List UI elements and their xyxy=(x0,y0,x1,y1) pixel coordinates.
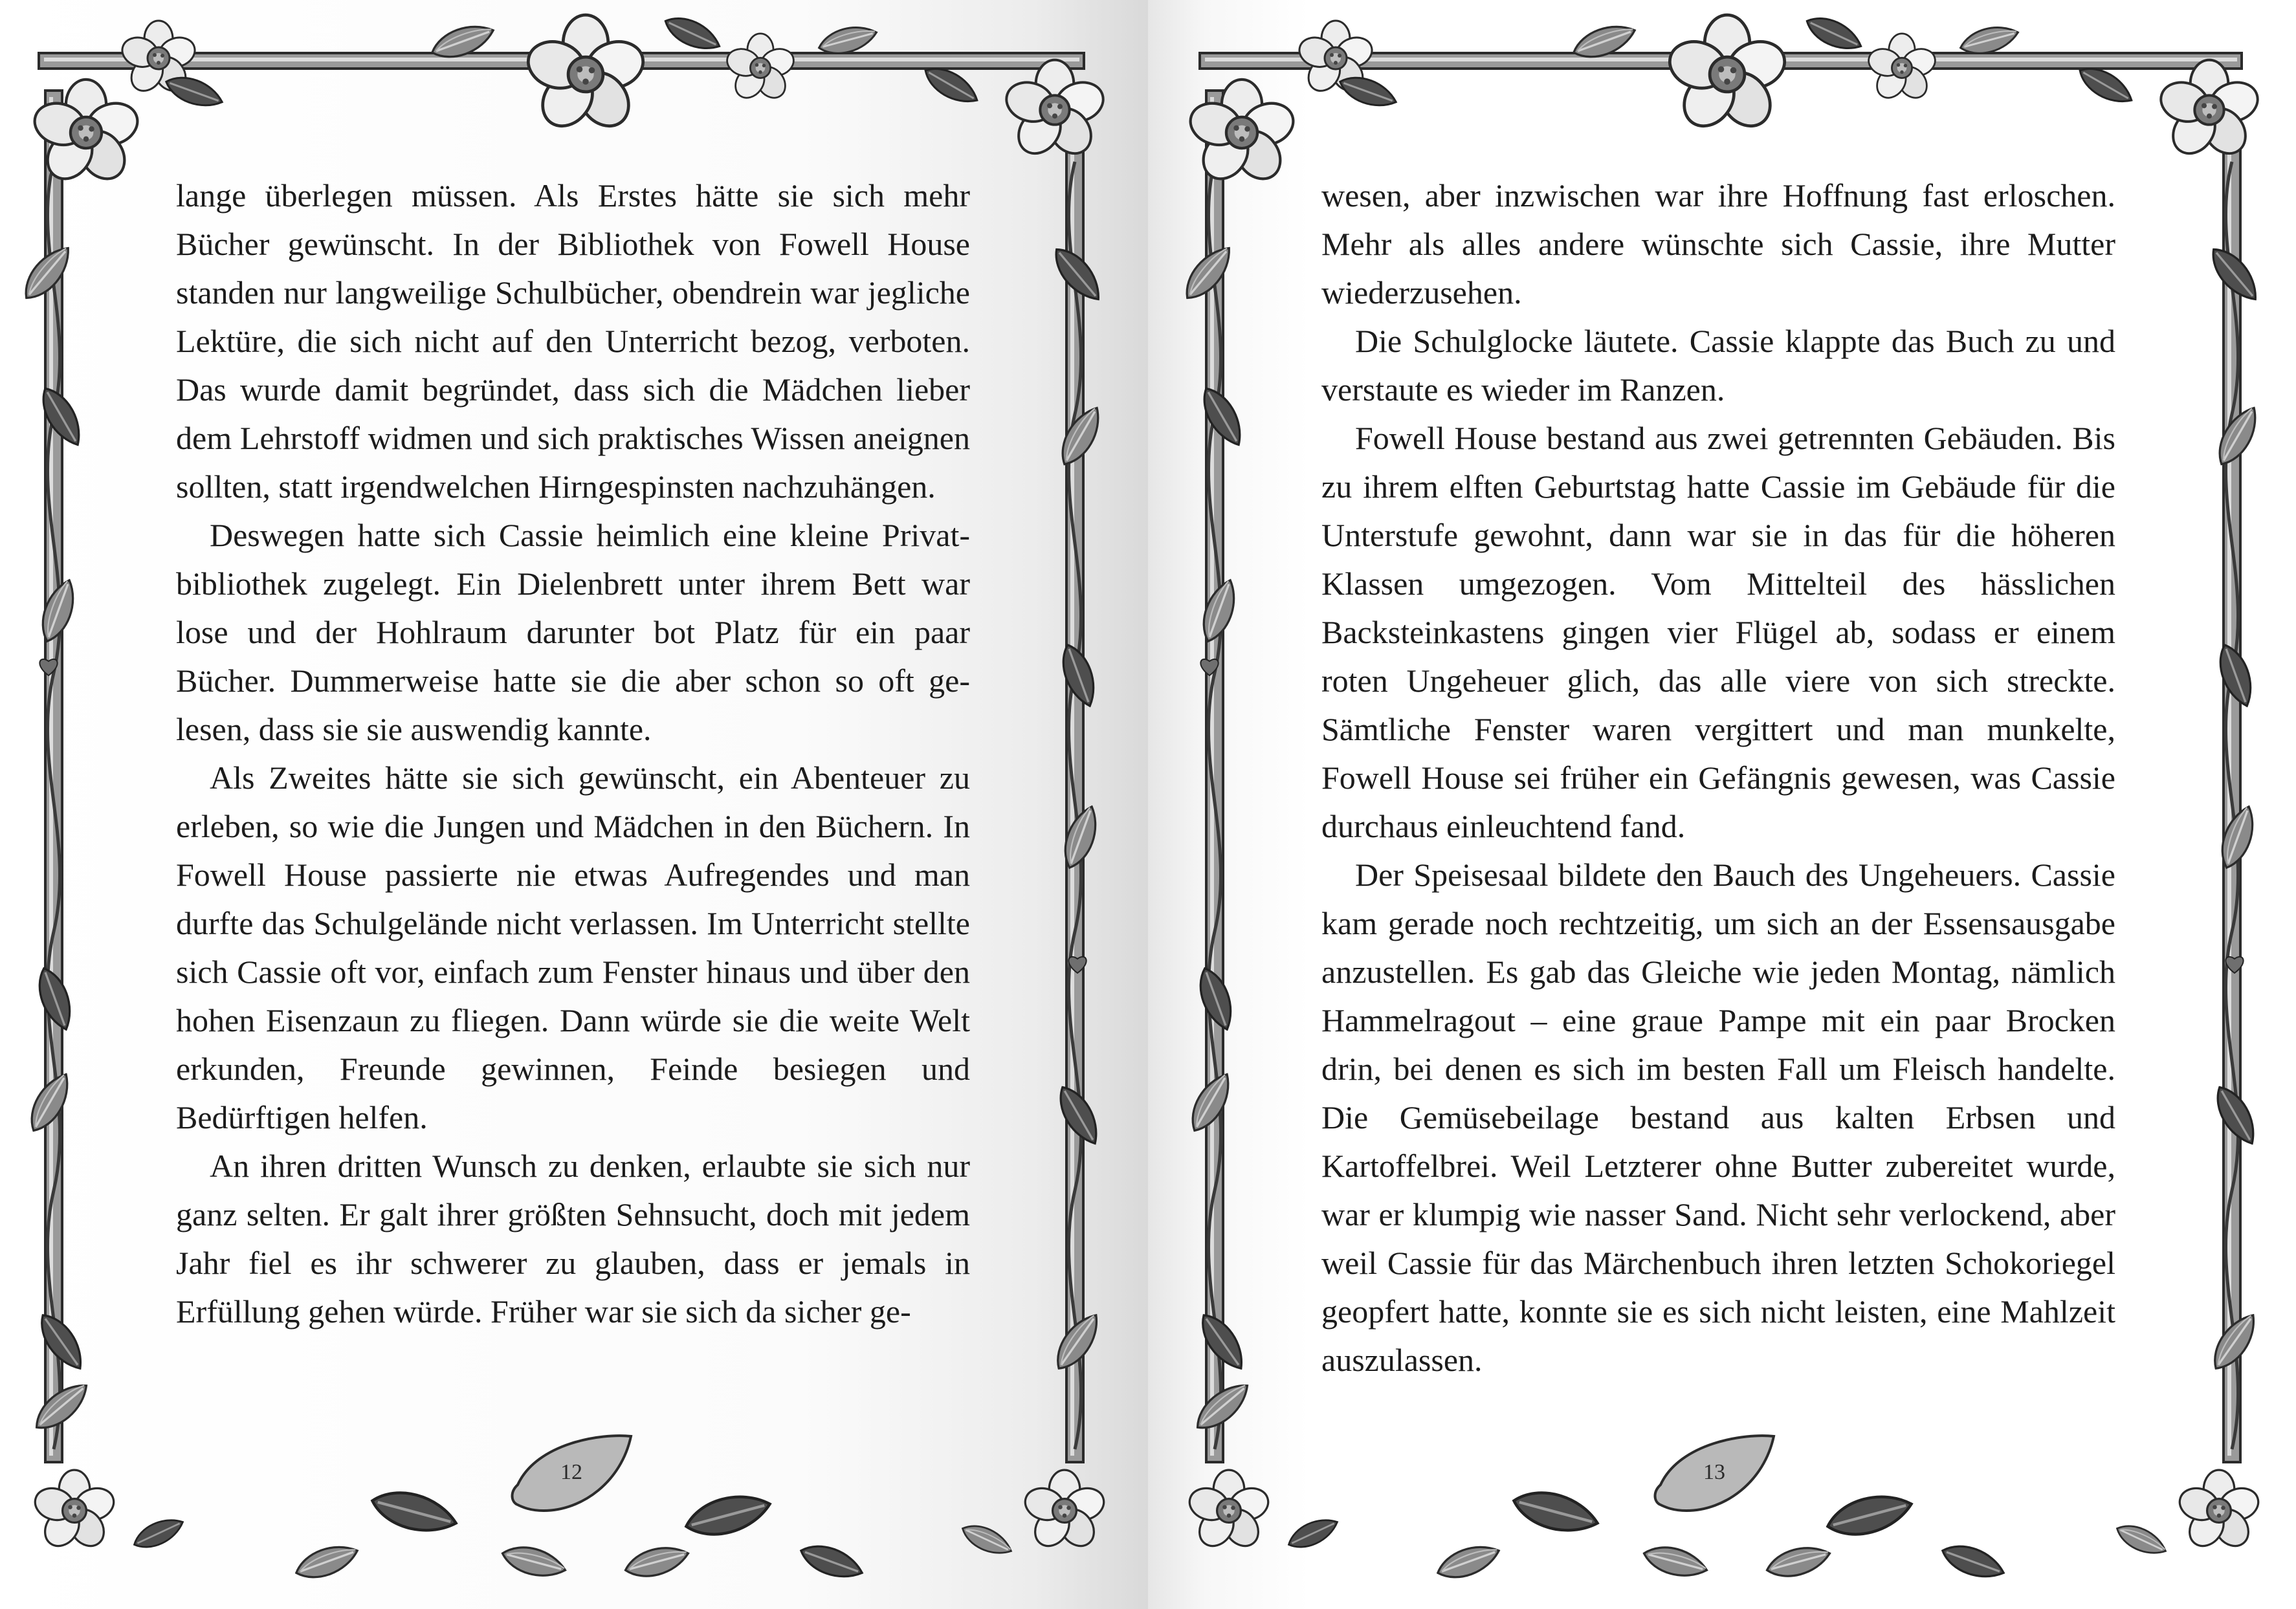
paragraph: Der Speisesaal bildete den Bauch des Ungeheuers. Cassie kam gerade noch rechtzeitig, um sich an der Essensausgabe anzustellen. Es gab das Gleiche wie jeden Montag, nämlich Hammelragout – eine graue Pampe mit ein paar Brocken drin, bei denen es sich im besten Fall um Fleisch handelte. Die Gemüsebeilage bestand aus kalten Erbsen und Kartoffelbrei. Weil Letzterer ohne Butter zubereitet wurde, war er klumpig wie nasser Sand. Nicht sehr verlockend, aber weil Cassie für das Märchenbuch ihren letzten Schokoriegel geopfert hatte, konnte sie es sich nicht leisten, eine Mahlzeit auszulassen. xyxy=(1321,857,2115,1378)
page-number: 13 xyxy=(1703,1460,1725,1484)
page-number: 12 xyxy=(560,1460,582,1484)
right-page xyxy=(1148,0,2296,1609)
page-text xyxy=(1321,171,2115,1385)
paragraph: Deswegen hatte sich Cassie heimlich eine kleine Privatbibliothek zugelegt. Ein Dielenbrett unter ihrem Bett war lose und der Hohlraum darunter bot Platz für ein paar Bücher. Dummerweise hatte sie die aber schon so oft gelesen, dass sie sie auswendig kannte. xyxy=(176,517,970,747)
paragraph: Als Zweites hätte sie sich gewünscht, ein Abenteuer zu erleben, so wie die Jungen und Mädchen in den Büchern. In Fowell House passierte nie etwas Aufregendes und man durfte das Schulgelände nicht verlassen. Im Unterricht stellte sich Cassie oft vor, einfach zum Fenster hinaus und über den hohen Eisenzaun zu fliegen. Dann würde sie die weite Welt erkunden, Freunde gewinnen, Feinde besiegen und Bedürftigen helfen. xyxy=(176,760,970,1135)
paragraph: Die Schulglocke läutete. Cassie klappte das Buch zu und verstaute es wieder im Ranzen. xyxy=(1321,323,2115,408)
paragraph: lange überlegen müssen. Als Erstes hätte sie sich mehr Bücher gewünscht. In der Bibliothek von Fowell House standen nur langweilige Schulbücher, obendrein war jegliche Lektüre, die sich nicht auf den Unterricht bezog, verboten. Das wurde damit begründet, dass sich die Mädchen lieber dem Lehrstoff widmen und sich praktisches Wissen aneignen sollten, statt irgendwelchen Hirngespinsten nachzuhängen. xyxy=(176,177,970,505)
flower-icon xyxy=(1185,10,2262,188)
paragraph: wesen, aber inzwischen war ihre Hoffnung fast erloschen. Mehr als alles andere wünschte sich Cassie, ihre Mutter wiederzusehen. xyxy=(1321,177,2115,311)
paragraph: Fowell House bestand aus zwei getrennten Gebäuden. Bis zu ihrem elften Geburtstag hatte Cassie im Gebäude für die Unterstufe gewohnt, dann war sie in das für die höheren Klassen umgezogen. Vom Mittelteil des hässlichen Backsteinkastens gingen vier Flügel ab, sodass er einem roten Ungeheuer glich, das alle viere von sich streckte. Sämtliche Fenster waren vergittert und man munkelte, Fowell House sei früher ein Gefängnis gewesen, was Cassie durchaus einleuchtend fand. xyxy=(1321,420,2115,844)
flower-icon xyxy=(29,10,1108,188)
paragraph: An ihren dritten Wunsch zu denken, erlaubte sie sich nur ganz selten. Er galt ihrer größten Sehnsucht, doch mit jedem Jahr fiel es ihr schwerer zu glauben, dass er jemals in Erfüllung gehen würde. Früher war sie sich da sicher ge- xyxy=(176,1148,970,1330)
page-text xyxy=(176,171,970,1336)
